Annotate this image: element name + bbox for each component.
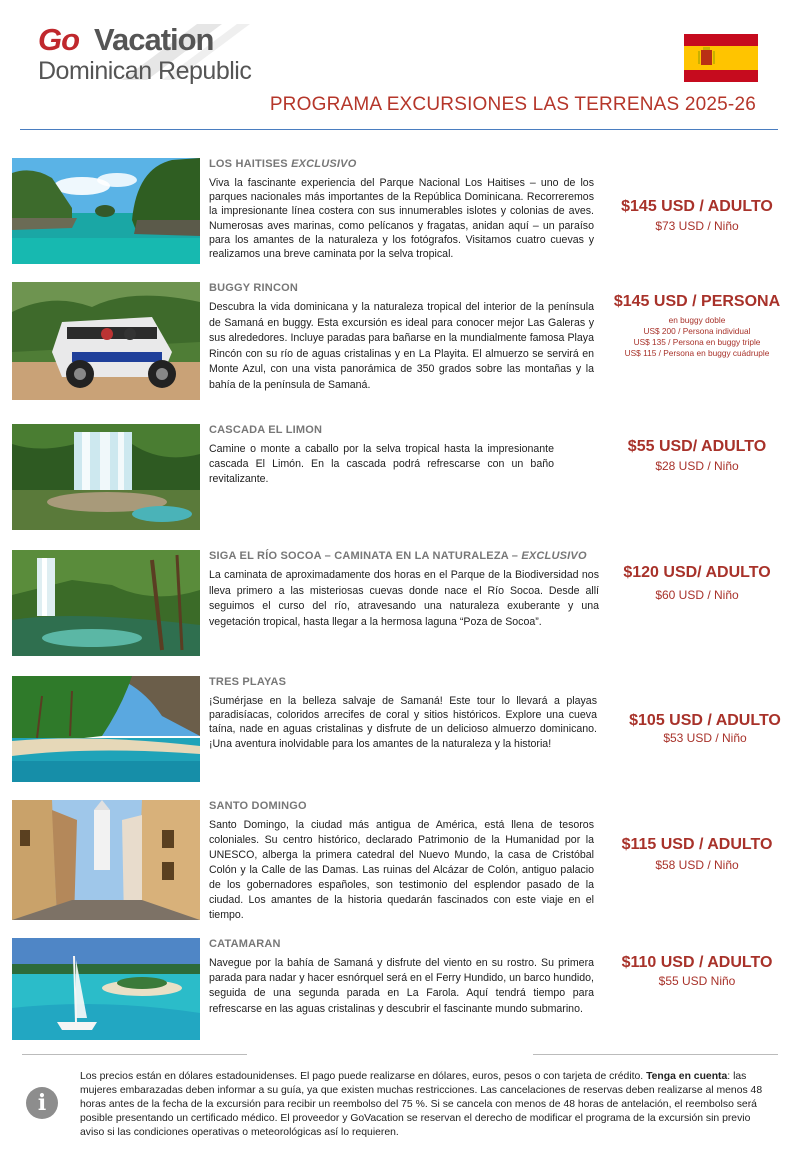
price-adult: $55 USD/ ADULTO [627,438,767,455]
price-adult: $110 USD / ADULTO [621,954,773,971]
title-divider [20,129,778,130]
price-adult: $115 USD / ADULTO [621,836,773,853]
price-adult: $105 USD / ADULTO [629,712,781,729]
price-child: $55 USD Niño [658,974,736,988]
tour-body [209,424,594,487]
tour-name: TRES PLAYAS [209,676,287,688]
tour-cascada-el-limon [12,424,782,532]
price-adult: $120 USD/ ADULTO [623,564,771,581]
tour-rio-socoa [12,550,782,658]
tour-price [612,198,782,233]
tour-body [209,938,594,1017]
tour-description: Navegue por la bahía de Samaná y disfrute del viento en su rostro. Su primera parada para nadar y hacer esnórquel será en el Ferry Hundido, un barco hundido, seguida de una segunda parada en La Farola. Aquí tendrá tiempo para refrescarse en las aguas cristalinas y descubrir el fascinante mundo submarino. [209,957,594,1015]
price-child: $73 USD / Niño [655,219,739,233]
tour-description: ¡Sumérjase en la belleza salvaje de Samaná! Este tour lo llevará a playas paradisíacas, coloridos arrecifes de coral y sitios históricos. Explore una cueva taína, nade en aguas cristalinas y disfrute de un delicioso almuerzo dominicano. ¡Una aventura inolvidable para los amantes de la naturaleza y la historia! [209,695,597,750]
tour-price [612,438,782,473]
price-person: $145 USD / PERSONA [613,293,781,310]
tour-body [209,800,594,923]
logo-region-text: Dominican Republic [38,57,252,85]
footer-divider-right [533,1054,778,1055]
info-icon: i [26,1087,58,1119]
tour-description: Descubra la vida dominicana y la naturaleza tropical del interior de la península de Samaná en buggy. Esta excursión es ideal para conocer mejor Las Galeras y sus alrededores. Incluye paradas para bañarse en la mundialmente famosa Playa Rincón con su río de aguas cristalinas y en La Playita. El almuerzo se servirá en Monte Azul, con una vista panorámica de 350 grados sobre las montañas y la bahía de la península de Samaná. [209,301,594,391]
tour-description: Viva la fascinante experiencia del Parque Nacional Los Haitises – uno de los parques nacionales más importantes de la República Dominicana. Recorreremos la impresionante línea costera con sus innumerables islotes y colonias de aves. Numerosas aves marinas, como pelícanos y fragatas, anidan aquí – un paraíso para los amantes de la naturaleza y los fotógrafos. Visitamos cuatro cuevas y realizamos una breve caminata por la selva tropical. [209,177,594,261]
tour-photo-catamaran [12,938,200,1040]
tour-description: Camine o monte a caballo por la selva tropical hasta la impresionante cascada El Limón. En la cascada podrá refrescarse con un baño revitalizante. [209,443,554,485]
exclusive-tag: EXCLUSIVO [521,550,587,562]
price-note: US$ 200 / Persona individual [643,326,751,336]
footer-note [80,1070,775,1140]
tour-name: CATAMARAN [209,938,281,950]
exclusive-tag: EXCLUSIVO [291,158,357,170]
tour-photo-cascada-el-limon [12,424,200,530]
tour-name [209,158,594,170]
logo-vacation-text: Vacation [94,22,214,57]
tour-price [612,564,782,602]
price-child: $53 USD / Niño [663,731,747,745]
tour-description: La caminata de aproximadamente dos horas en el Parque de la Biodiversidad nos lleva primero a las misteriosas cuevas donde nace el Río Socoa. Desde allí seguimos el curso del río, atravesando una naturaleza exuberante y una vegetación tropical, hasta llegar a la hermosa laguna “Poza de Socoa”. [209,569,599,628]
logo-go-text: Go [38,22,80,57]
tour-los-haitises [12,158,782,268]
tour-photo-los-haitises [12,158,200,264]
tour-body [209,676,597,751]
tour-price [620,712,790,745]
tour-photo-tres-playas [12,676,200,782]
tour-body [209,282,594,393]
tour-catamaran [12,938,782,1042]
price-note: US$ 115 / Persona en buggy cuádruple [624,348,770,358]
tour-photo-santo-domingo [12,800,200,920]
tour-description: Santo Domingo, la ciudad más antigua de América, está llena de tesoros coloniales. Su centro histórico, declarado Patrimonio de la Humanidad por la UNESCO, alberga la primera catedral del Nuevo Mundo, la casa de Cristóbal Colón y la Calle de las Damas. Las ruinas del Alcázar de Colón, antiguo palacio de los gobernadores españoles, son testimonio del esplendor pasado de la ciudad. Los amantes de la historia quedarán fascinados con este viaje en el tiempo. [209,819,594,921]
tour-photo-buggy-rincon [12,282,200,400]
price-child: $58 USD / Niño [655,858,739,872]
tour-body [209,158,594,261]
tour-name-text: LOS HAITISES [209,158,288,170]
price-child: $28 USD / Niño [655,459,739,473]
brand-logo [32,14,302,84]
spain-flag-icon [684,34,758,82]
footer-divider-left [22,1054,247,1055]
tour-price [612,293,782,359]
price-note: en buggy doble [668,315,726,325]
tour-buggy-rincon [12,282,782,402]
footer-text-2: : las mujeres embarazadas deben informar a su guía, ya que existen muchas restricciones. Las cancelaciones de reservas deben realizarse al menos 48 horas antes de la fecha de la excursión para recibir un reembolso del 75 %. Si se cancela con menos de 48 horas de antelación, el reembolso será posible presentando un certificado médico. El proveedor y GoVacation se reservan el derecho de modificar el programa de la excursión sin previo aviso si las condiciones operativas o meteorológicas así lo requieren. [80,1071,763,1138]
price-child: $60 USD / Niño [655,588,739,602]
footer-emphasis: Tenga en cuenta [646,1071,728,1082]
tour-santo-domingo [12,800,782,922]
tour-body [209,550,599,630]
tour-price [612,836,782,872]
tour-name: CASCADA EL LIMON [209,424,323,436]
price-note: US$ 135 / Persona en buggy triple [633,337,761,347]
tour-tres-playas [12,676,782,784]
price-adult: $145 USD / ADULTO [621,198,773,215]
tour-photo-rio-socoa [12,550,200,656]
tour-name: BUGGY RINCON [209,282,298,294]
tour-name [209,550,599,562]
tour-name: SANTO DOMINGO [209,800,307,812]
tour-name-text: SIGA EL RÍO SOCOA – CAMINATA EN LA NATURALEZA – [209,550,519,562]
document-title: PROGRAMA EXCURSIONES LAS TERRENAS 2025-26 [269,94,756,115]
footer-text-1: Los precios están en dólares estadounidenses. El pago puede realizarse en dólares, euros, pesos o con tarjeta de crédito. [80,1071,647,1082]
tour-price [612,954,782,988]
